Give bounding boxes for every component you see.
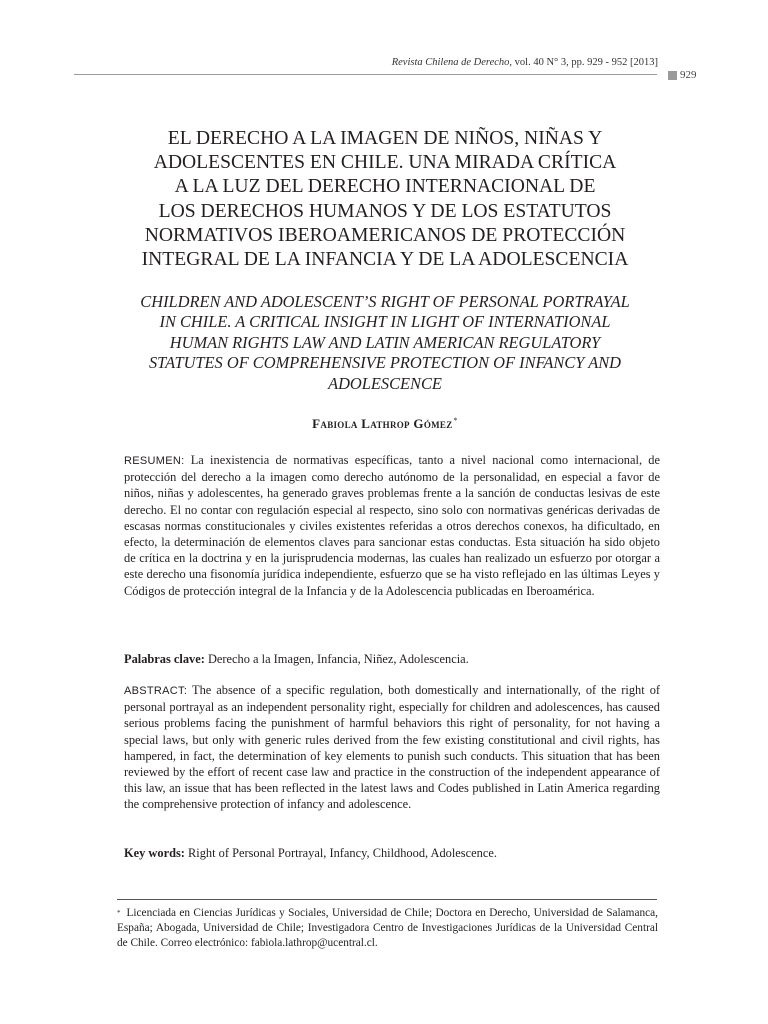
abstract-label: ABSTRACT: <box>124 685 188 697</box>
title-es-line: A LA LUZ DEL DERECHO INTERNACIONAL DE <box>174 176 596 198</box>
keywords-es-label: Palabras clave: <box>124 652 205 666</box>
keywords-spanish <box>124 651 660 667</box>
journal-citation: , vol. 40 N° 3, pp. 929 - 952 [2013] <box>509 57 658 68</box>
keywords-english <box>124 845 660 861</box>
page-number <box>668 69 697 81</box>
page-marker-square-icon <box>668 71 677 80</box>
title-es-line: NORMATIVOS IBEROAMERICANOS DE PROTECCIÓN <box>144 224 626 246</box>
resumen-label: RESUMEN: <box>124 455 185 467</box>
resumen-text: La inexistencia de normativas específicas, tanto a nivel nacional como internacional, de protección del derecho a la imagen como derecho autónomo de la personalidad, en especial a favor de niños, niñas y adolescentes, ha generado graves problemas frente a la sanción de conductas lesivas de este derecho. El no contar con regulación especial al respecto, sino solo con normativas genéricas derivadas de escasas normas constitucionales y civiles existentes referidas a otros derechos conexos, ha dificultado, en efecto, la determinación de elementos claves para sancionar estas conductas. Esta situación ha sido objeto de crítica en la doctrina y en la jurisprudencia modernas, las cuales han realizado un esfuerzo por otorgar a este derecho una fisonomía jurídica independiente, esfuerzo que se ha visto reflejado en las últimas Leyes y Códigos de protección integral de la Infancia y de la Adolescencia publicadas en Iberoamérica. <box>124 453 660 598</box>
title-es-line: INTEGRAL DE LA INFANCIA Y DE LA ADOLESCENCIA <box>141 249 629 271</box>
footnote-rule <box>117 899 657 900</box>
footnote-text: Licenciada en Ciencias Jurídicas y Sociales, Universidad de Chile; Doctora en Derecho, Universidad de Salamanca, España; Abogada, Universidad de Chile; Investigadora Centro de Investigaciones Jurídicas de la Universidad Central de Chile. Correo electrónico: fabiola.lathrop@ucentral.cl. <box>117 907 658 949</box>
author-footnote-mark: * <box>453 416 458 425</box>
title-en-line: HUMAN RIGHTS LAW AND LATIN AMERICAN REGULATORY <box>169 332 601 352</box>
title-en-line: ADOLESCENCE <box>328 373 442 393</box>
title-en-line: IN CHILE. A CRITICAL INSIGHT IN LIGHT OF INTERNATIONAL <box>159 312 611 332</box>
title-es-line: LOS DERECHOS HUMANOS Y DE LOS ESTATUTOS <box>158 200 612 222</box>
abstract-text: The absence of a specific regulation, both domestically and internationally, of the right of personal portrayal as an independent personality right, especially for children and adolescences, has caused serious problems facing the punishment of harmful behaviors this right of personality, for not having a special laws, but only with generic rules derived from the few existing constitutional and civil rights, has hampered, in fact, the determination of key elements to punish such conducts. This situation that has been reviewed by the effort of recent case law and practice in the construction of the independent appearance of this law, an issue that has been reflected in the latest laws and Codes published in Latin America regarding the comprehensive protection of infancy and adolescence. <box>124 683 661 812</box>
title-english <box>100 292 670 394</box>
title-en-line: STATUTES OF COMPREHENSIVE PROTECTION OF INFANCY AND <box>148 353 621 373</box>
title-en-line: CHILDREN AND ADOLESCENT’S RIGHT OF PERSONAL PORTRAYAL <box>140 292 630 311</box>
running-header <box>127 57 658 68</box>
keywords-es-text: Derecho a la Imagen, Infancia, Niñez, Adolescencia. <box>207 652 469 666</box>
header-rule <box>74 74 657 75</box>
page-number-value: 929 <box>680 69 697 81</box>
keywords-en-text: Right of Personal Portrayal, Infancy, Childhood, Adolescence. <box>188 846 497 860</box>
resumen-paragraph <box>124 452 660 599</box>
title-es-line: ADOLESCENTES EN CHILE. UNA MIRADA CRÍTICA <box>153 152 617 174</box>
author-name <box>100 416 670 432</box>
title-spanish <box>100 127 670 272</box>
author-name-text: Fabiola Lathrop Gómez <box>312 416 453 431</box>
abstract-paragraph <box>124 682 660 813</box>
journal-name: Revista Chilena de Derecho <box>391 57 510 68</box>
author-footnote <box>117 906 658 951</box>
keywords-en-label: Key words: <box>124 846 185 860</box>
title-es-line: EL DERECHO A LA IMAGEN DE NIÑOS, NIÑAS Y <box>167 128 603 149</box>
footnote-mark: * <box>117 909 121 917</box>
